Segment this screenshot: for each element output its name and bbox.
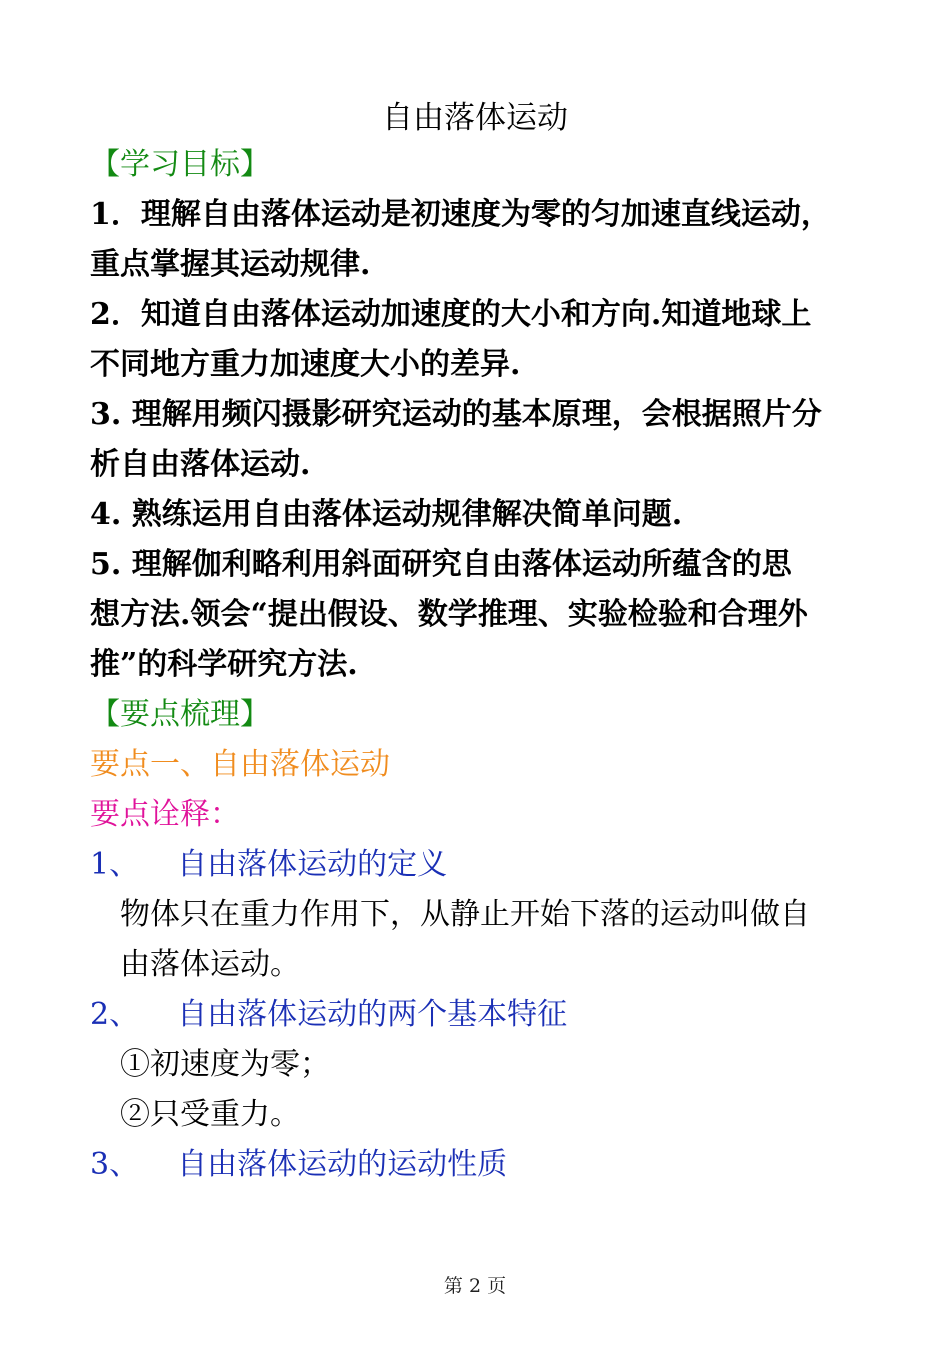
item-1-body-line-2: 由落体运动。 bbox=[120, 947, 300, 982]
item-1-title: 自由落体运动的定义 bbox=[177, 847, 448, 882]
item-3-number: 3、 bbox=[90, 1147, 140, 1182]
item-1-heading bbox=[90, 840, 865, 890]
page-number: 第 2 页 bbox=[443, 1275, 507, 1297]
item-2-body-line-1: ①初速度为零； bbox=[120, 1047, 330, 1082]
goal-1-line-2: 重点掌握其运动规律. bbox=[90, 247, 371, 282]
item-1-body-line-1: 物体只在重力作用下，从静止开始下落的运动叫做自 bbox=[120, 897, 810, 932]
page-title: 自由落体运动 bbox=[382, 100, 568, 136]
item-2-title: 自由落体运动的两个基本特征 bbox=[177, 997, 568, 1032]
goal-5-line-1: 5. 理解伽利略利用斜面研究自由落体运动所蕴含的思 bbox=[90, 547, 792, 582]
goals-heading: 【学习目标】 bbox=[90, 147, 270, 182]
goal-2-line-2: 不同地方重力加速度大小的差异. bbox=[90, 347, 521, 382]
item-3-heading bbox=[90, 1140, 865, 1190]
point-one-heading: 要点一、自由落体运动 bbox=[90, 747, 390, 782]
document-body bbox=[90, 140, 865, 1190]
goal-5-line-2: 想方法.领会“提出假设、数学推理、实验检验和合理外 bbox=[90, 597, 808, 632]
item-2-heading bbox=[90, 990, 865, 1040]
goal-5-line-3: 推”的科学研究方法. bbox=[90, 647, 358, 682]
goal-4-line-1: 4. 熟练运用自由落体运动规律解决简单问题. bbox=[90, 497, 683, 532]
goal-3-line-2: 析自由落体运动. bbox=[90, 447, 311, 482]
explain-heading: 要点诠释： bbox=[90, 797, 240, 832]
points-heading: 【要点梳理】 bbox=[90, 697, 270, 732]
goal-1-line-1: 1．理解自由落体运动是初速度为零的匀加速直线运动， bbox=[90, 197, 831, 232]
item-2-number: 2、 bbox=[90, 997, 140, 1032]
item-1-number: 1、 bbox=[90, 847, 140, 882]
goal-3-line-1: 3. 理解用频闪摄影研究运动的基本原理，会根据照片分 bbox=[90, 397, 822, 432]
item-3-title: 自由落体运动的运动性质 bbox=[177, 1147, 508, 1182]
goal-2-line-1: 2．知道自由落体运动加速度的大小和方向.知道地球上 bbox=[90, 297, 812, 332]
item-2-body-line-2: ②只受重力。 bbox=[120, 1097, 300, 1132]
